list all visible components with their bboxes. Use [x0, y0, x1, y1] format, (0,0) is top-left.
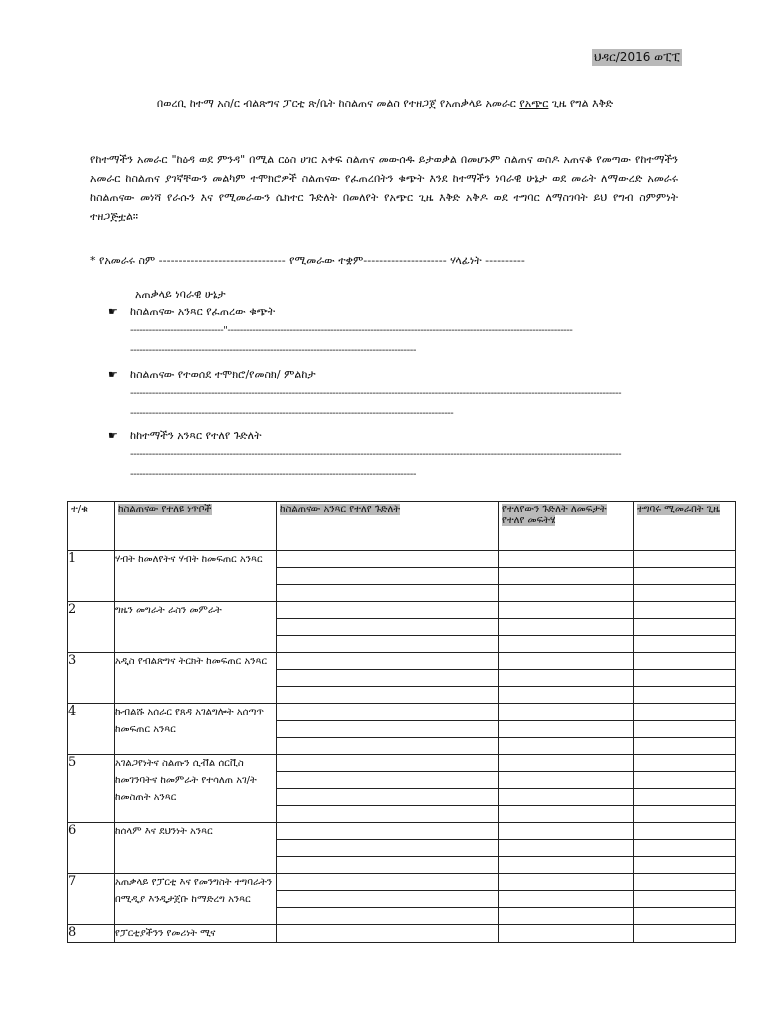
gap-cell[interactable] — [277, 789, 499, 806]
gap-cell[interactable] — [277, 704, 499, 721]
gap-cell[interactable] — [277, 891, 499, 908]
gap-cell[interactable] — [277, 857, 499, 874]
table-row — [68, 874, 736, 891]
col-header-solution: የተለየውን ጉድለት ለመፍታት የተለየ መፍትሄ — [499, 502, 634, 551]
document-date: ህዳር/2016 ወፒፒ — [594, 50, 680, 64]
col-header-number: ተ/ቁ — [68, 502, 115, 551]
solution-cell[interactable] — [499, 857, 634, 874]
row-topic: የፓርቲያችንን የመሪነት ሚና — [115, 925, 277, 943]
row-topic: አጠቃላይ የፓርቲ እና የመንግስት ተግባራትን በሚዲያ እንዲታጀቡ ከማድረግ አንጻር — [115, 874, 277, 925]
gap-cell[interactable] — [277, 585, 499, 602]
fill-line: ------------------------------"--------------------------------------------------------------------------------------------------------------- — [130, 325, 573, 336]
timeline-cell[interactable] — [634, 551, 736, 568]
bullet-label: ከስልጠናው አንጻር የፈጠረው ቁጭት — [130, 305, 276, 318]
row-topic: ከሰላም እና ደህንነት አንጻር — [115, 823, 277, 874]
bullet-label: ከስልጠናው የተወሰደ ተሞክሮ/የመስክ/ ምልከታ — [130, 368, 316, 381]
title-part-1: በወረቢ ከተማ አስ/ር ብልጽግና ፓርቲ ጽ/ቤት ከስልጠና መልስ የተዘጋጀ የአጠቃላይ አመራር — [156, 97, 520, 110]
document-title — [90, 94, 680, 113]
gap-cell[interactable] — [277, 653, 499, 670]
row-number: 3 — [68, 653, 115, 704]
table-row — [68, 925, 736, 943]
solution-cell[interactable] — [499, 738, 634, 755]
section-heading: አጠቃላይ ነባራዊ ሁኔታ — [135, 288, 226, 301]
col-header-points: ከስልጠናው የተለዩ ነጥቦች — [115, 502, 277, 551]
row-number: 8 — [68, 925, 115, 943]
fill-line: -------------------------------------------------------------------------------------------- — [130, 469, 416, 480]
timeline-cell[interactable] — [634, 925, 736, 943]
timeline-cell[interactable] — [634, 585, 736, 602]
pointing-hand-icon: ☛ — [108, 429, 118, 442]
gap-cell[interactable] — [277, 568, 499, 585]
fill-line: -------------------------------------------------------------------------------------------- — [130, 345, 416, 356]
row-number: 7 — [68, 874, 115, 925]
intro-paragraph: የከተማችን አመራር "ከዕዳ ወደ ምንዳ" በሚል ርዕስ ሀገር አቀፍ ስልጠና መውሰዱ ይታወቃል በመሆኑም ስልጠና ወስዶ አጠናቆ የመጣው የከተማችን አመራር ከስልጠና ያገኛቸውን መልካም ተሞክሮዎች ስልጠናው የፈጠረበትን ቁጭት እንደ ከተማችን ነባራዊ ሁኔታ ወደ መሬት ለማውረድ አመራሩ ከስልጠናው መነሻ የራሱን እና የሚመራውን ሴክተር ጉድለት በመለየት የአጭር ጊዜ እቅድ አቅዶ ወደ ተግባር ለማስገባት ይህ የግብ ስምምነት ተዘጋጅቷል። — [90, 153, 678, 223]
fill-line: -------------------------------------------------------------------------------------------------------------------------------------------------------------- — [130, 449, 622, 460]
row-topic: ግዜን መግራት ራስን መምራት — [115, 602, 277, 653]
solution-cell[interactable] — [499, 704, 634, 721]
timeline-cell[interactable] — [634, 908, 736, 925]
solution-cell[interactable] — [499, 653, 634, 670]
timeline-cell[interactable] — [634, 857, 736, 874]
timeline-cell[interactable] — [634, 568, 736, 585]
action-plan-table — [67, 501, 736, 943]
title-underlined: የአጭር — [519, 97, 549, 110]
gap-cell[interactable] — [277, 619, 499, 636]
solution-cell[interactable] — [499, 619, 634, 636]
table-row — [68, 551, 736, 568]
solution-cell[interactable] — [499, 721, 634, 738]
col-header-timeline: ተግባሩ ሚመራበት ጊዜ — [634, 502, 736, 551]
gap-cell[interactable] — [277, 772, 499, 789]
solution-cell[interactable] — [499, 789, 634, 806]
timeline-cell[interactable] — [634, 636, 736, 653]
gap-cell[interactable] — [277, 874, 499, 891]
row-number: 1 — [68, 551, 115, 602]
row-topic: ኩብልሹ አሰራር የጸዳ አገልግሎት አሰጣጥ ከመፍጠር አንጻር — [115, 704, 277, 755]
timeline-cell[interactable] — [634, 891, 736, 908]
bullet-item — [108, 429, 262, 443]
solution-cell[interactable] — [499, 908, 634, 925]
row-topic: ሃብት ከመለየትና ሃብት ከመፍጠር አንጻር — [115, 551, 277, 602]
gap-cell[interactable] — [277, 908, 499, 925]
solution-cell[interactable] — [499, 772, 634, 789]
timeline-cell[interactable] — [634, 721, 736, 738]
solution-cell[interactable] — [499, 636, 634, 653]
solution-cell[interactable] — [499, 823, 634, 840]
timeline-cell[interactable] — [634, 755, 736, 772]
timeline-cell[interactable] — [634, 840, 736, 857]
timeline-cell[interactable] — [634, 619, 736, 636]
gap-cell[interactable] — [277, 755, 499, 772]
solution-cell[interactable] — [499, 874, 634, 891]
pointing-hand-icon: ☛ — [108, 368, 118, 381]
timeline-cell[interactable] — [634, 704, 736, 721]
gap-cell[interactable] — [277, 670, 499, 687]
solution-cell[interactable] — [499, 806, 634, 823]
row-topic: አዲስ የብልጽግና ትርክት ከመፍጠር አንጻር — [115, 653, 277, 704]
bullet-label: ከከተማችን አንጻር የተለየ ጉድለት — [130, 429, 262, 442]
table-row — [68, 755, 736, 772]
timeline-cell[interactable] — [634, 806, 736, 823]
gap-cell[interactable] — [277, 738, 499, 755]
bullet-item — [108, 305, 275, 319]
gap-cell[interactable] — [277, 721, 499, 738]
timeline-cell[interactable] — [634, 602, 736, 619]
row-number: 2 — [68, 602, 115, 653]
timeline-cell[interactable] — [634, 823, 736, 840]
timeline-cell[interactable] — [634, 874, 736, 891]
timeline-cell[interactable] — [634, 687, 736, 704]
row-topic: አገልጋየነትና ስልጡን ሲቭል ሰርቪስ ከመገንባትና ከመምራት የተሳለጠ አገ/ት ከመስጠት አንጻር — [115, 755, 277, 823]
solution-cell[interactable] — [499, 585, 634, 602]
gap-cell[interactable] — [277, 823, 499, 840]
col-header-gap: ከስልጠናው አንጻር የተለየ ጉድለት — [277, 502, 499, 551]
gap-cell[interactable] — [277, 687, 499, 704]
solution-cell[interactable] — [499, 840, 634, 857]
title-part-2: ጊዜ የግል እቅድ — [548, 97, 614, 110]
solution-cell[interactable] — [499, 925, 634, 943]
table-row — [68, 602, 736, 619]
gap-cell[interactable] — [277, 602, 499, 619]
fill-line: -------------------------------------------------------------------------------------------------------- — [130, 408, 454, 419]
solution-cell[interactable] — [499, 602, 634, 619]
gap-cell[interactable] — [277, 806, 499, 823]
table-header-row — [68, 502, 736, 551]
solution-cell[interactable] — [499, 755, 634, 772]
row-number: 6 — [68, 823, 115, 874]
solution-cell[interactable] — [499, 551, 634, 568]
table-row — [68, 653, 736, 670]
timeline-cell[interactable] — [634, 653, 736, 670]
table-row — [68, 704, 736, 721]
solution-cell[interactable] — [499, 670, 634, 687]
gap-cell[interactable] — [277, 636, 499, 653]
solution-cell[interactable] — [499, 687, 634, 704]
solution-cell[interactable] — [499, 568, 634, 585]
solution-cell[interactable] — [499, 891, 634, 908]
timeline-cell[interactable] — [634, 670, 736, 687]
timeline-cell[interactable] — [634, 772, 736, 789]
gap-cell[interactable] — [277, 925, 499, 943]
gap-cell[interactable] — [277, 551, 499, 568]
timeline-cell[interactable] — [634, 789, 736, 806]
table-row — [68, 823, 736, 840]
timeline-cell[interactable] — [634, 738, 736, 755]
bullet-item — [108, 368, 316, 382]
leader-info-fields: * የአመራሩ ስም -------------------------------- የሚመራው ተቋም--------------------- ሃላፊነት ---------- — [90, 254, 525, 267]
gap-cell[interactable] — [277, 840, 499, 857]
row-number: 4 — [68, 704, 115, 755]
row-number: 5 — [68, 755, 115, 823]
pointing-hand-icon: ☛ — [108, 305, 118, 318]
fill-line: -------------------------------------------------------------------------------------------------------------------------------------------------------------- — [130, 388, 622, 399]
